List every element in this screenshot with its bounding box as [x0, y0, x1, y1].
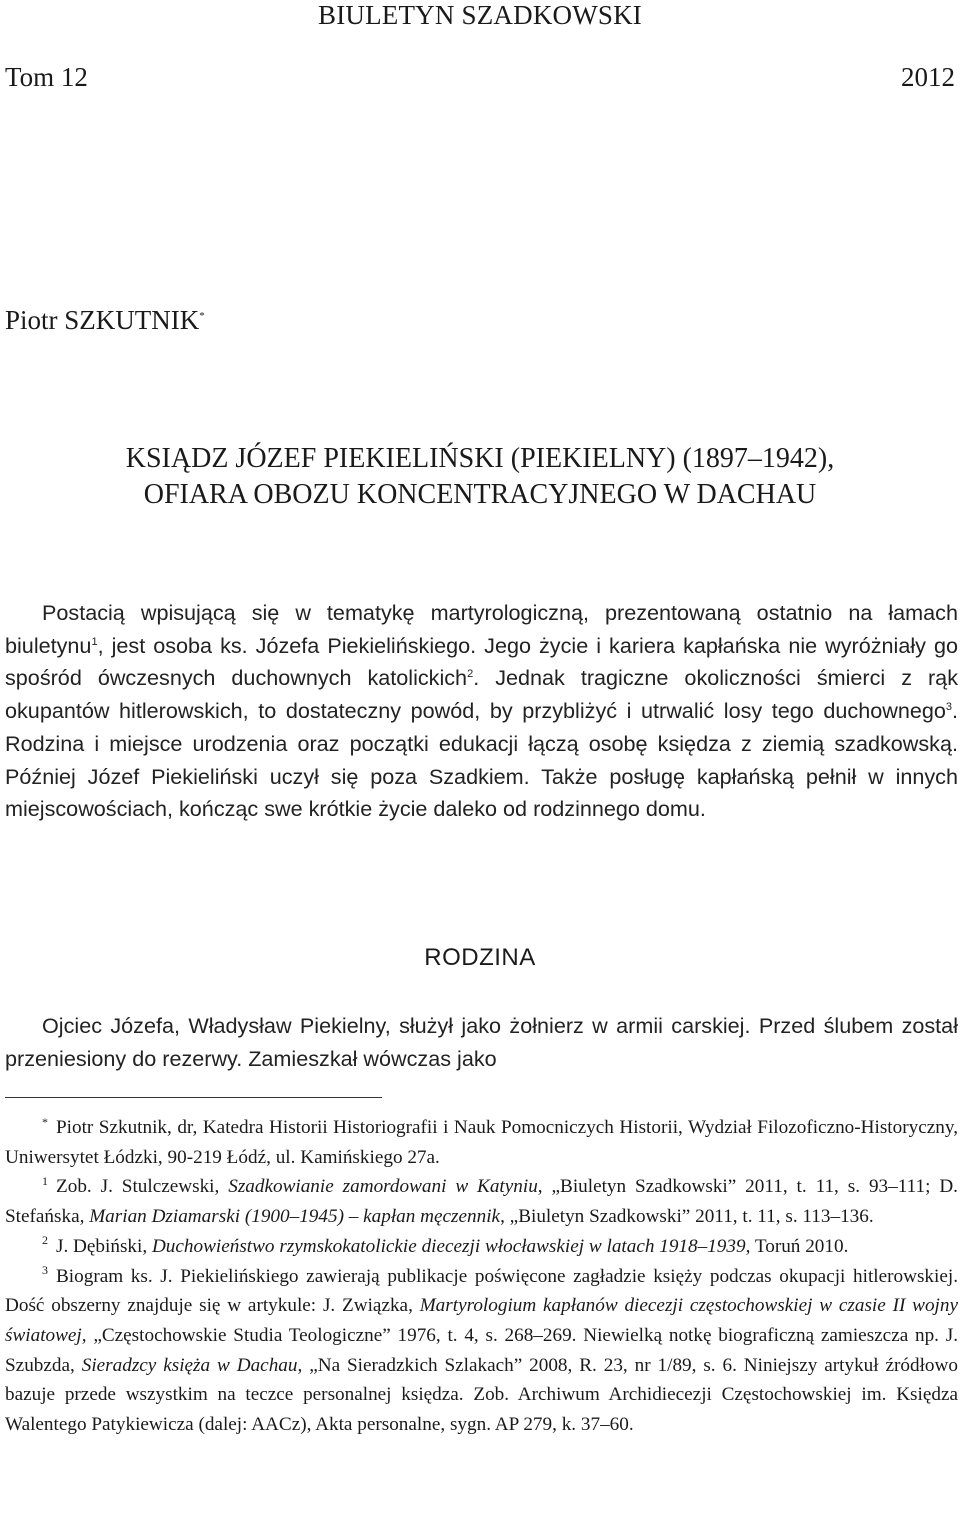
footnote-mark: 3: [42, 1263, 48, 1278]
author-name: Piotr SZKUTNIK: [5, 305, 200, 335]
author-line: [5, 305, 205, 336]
footnote-3: [5, 1262, 958, 1440]
footnote-work-title: Sieradzcy księża w Dachau: [81, 1354, 298, 1376]
footnote-work-title: Martyrologium kapłanów diecezji częstochowskiej w czasie II wojny światowej: [5, 1295, 958, 1346]
footnotes: [5, 1113, 958, 1440]
footnote-separator: [5, 1097, 382, 1098]
section-paragraph: Ojciec Józefa, Władysław Piekielny, służył jako żołnierz w armii carskiej. Przed ślubem został przeniesiony do rezerwy. Zamieszkał wówczas jako: [5, 1013, 958, 1071]
author-footnote-mark[interactable]: *: [199, 310, 205, 322]
footnote-text: , „Biuletyn Szadkowski” 2011, t. 11, s. 113–136.: [500, 1206, 874, 1228]
footnote-author: [5, 1113, 958, 1172]
volume-number: Tom 12: [5, 62, 88, 92]
footnote-text: , „Na Sieradzkich Szlakach” 2008, R. 23, nr 1/89, s. 6. Niniejszy artykuł źródłowo bazuje przede wszystkim na teczce personalnej księdza. Zob. Archiwum Archidiecezji Częstochowskiej im. Księdza Walentego Patykiewicza (dalej: AACz), Akta personalne, sygn. AP 279, k. 37–60.: [5, 1354, 958, 1436]
footnote-text: Biogram ks. J. Piekielińskiego zawierają publikacje poświęcone zagładzie księży podczas okupacji hitlerowskiej. Dość obszerny znajduje się w artykule: J. Związka,: [5, 1265, 958, 1317]
article-title-line-2: OFIARA OBOZU KONCENTRACYJNEGO W DACHAU: [143, 479, 817, 510]
footnote-2: [5, 1232, 958, 1262]
footnote-text: Piotr Szkutnik, dr, Katedra Historii Historiografii i Nauk Pomocniczych Historii, Wydział Filozoficzno-Historyczny, Uniwersytet Łódzki, 90-219 Łódź, ul. Kamińskiego 27a.: [5, 1117, 958, 1168]
article-title: [0, 441, 960, 513]
footnote-text: Zob. J. Stulczewski,: [56, 1176, 229, 1198]
footnote-mark: 1: [42, 1174, 48, 1189]
footnote-work-title: Marian Dziamarski (1900–1945) – kapłan męczennik: [89, 1206, 501, 1228]
section-heading: RODZINA: [424, 944, 536, 971]
footnote-mark: 2: [42, 1233, 48, 1248]
footnote-1: [5, 1172, 958, 1231]
footnote-text: , „Biuletyn Szadkowski” 2011, t. 11, s. 93–111; D. Stefańska,: [5, 1176, 958, 1228]
intro-text-3: . Jednak tragiczne okoliczności śmierci z rąk okupantów hitlerowskich, to dostateczny powód, by przybliżyć i utrwalić losy tego duchownego: [5, 665, 958, 724]
footnote-text: , „Częstochowskie Studia Teologiczne” 1976, t. 4, s. 268–269. Niewielką notkę biograficzną zamieszcza np. J. Szubzda,: [5, 1324, 958, 1376]
footnote-ref-3[interactable]: 3: [945, 700, 952, 713]
intro-text-1: Postacią wpisującą się w tematykę martyrologiczną, prezentowaną ostatnio na łamach biuletynu: [5, 600, 958, 658]
footnote-text: , Toruń 2010.: [745, 1235, 849, 1257]
footnote-mark: *: [42, 1114, 48, 1129]
footnote-ref-1[interactable]: 1: [91, 635, 98, 648]
journal-title: BIULETYN SZADKOWSKI: [317, 0, 643, 30]
intro-text-2: , jest osoba ks. Józefa Piekielińskiego. Jego życie i kariera kapłańska nie wyróżniały go spośród ówczesnych duchownych katolickich: [5, 632, 958, 691]
footnote-work-title: Duchowieństwo rzymskokatolickie diecezji włocławskiej w latach 1918–1939: [151, 1235, 746, 1257]
footnote-ref-2[interactable]: 2: [467, 668, 474, 681]
intro-paragraph: [5, 597, 958, 826]
intro-text-4: . Rodzina i miejsce urodzenia oraz początki edukacji łączą osobę księdza z ziemią szadkowską. Później Józef Piekieliński uczył się poza Szadkiem. Także posługę kapłańską pełnił w innych miejscowościach, kończąc swe krótkie życie daleko od rodzinnego domu.: [5, 698, 958, 822]
publication-year: 2012: [901, 62, 955, 92]
article-title-line-1: KSIĄDZ JÓZEF PIEKIELIŃSKI (PIEKIELNY) (1897–1942),: [125, 443, 835, 474]
footnote-text: J. Dębiński,: [56, 1235, 152, 1257]
footnote-work-title: Szadkowianie zamordowani w Katyniu: [228, 1176, 538, 1198]
